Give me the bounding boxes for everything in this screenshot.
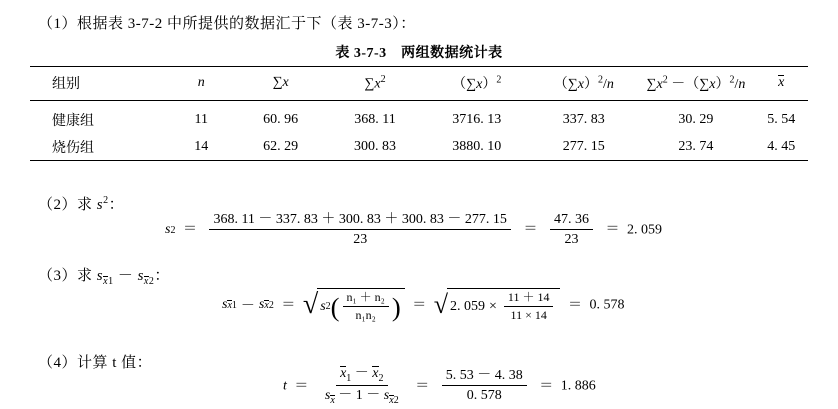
step-3-sub-1: x1 (103, 276, 114, 287)
eq2-mid-denominator: 23 (564, 232, 579, 248)
eq4-value-numerator: 5. 53 － 4. 38 (442, 368, 527, 386)
step-3-sub-2: x2 (143, 276, 155, 287)
eq4-denominator: $s_x - 1 - s_{x2}$ (324, 388, 399, 407)
eq3-inner-numerator: n₁ ＋ n₂ (343, 291, 389, 307)
eq2-equals-3: ＝ (605, 222, 620, 238)
cell-sum-x: 60. 96 (235, 101, 327, 134)
step-2-superscript: 2 (103, 195, 109, 206)
equation-standard-error (222, 288, 624, 323)
eq3-sqrt-2-body (447, 288, 560, 323)
table-caption: 表 3-7-3 两组数据统计表 (335, 46, 503, 61)
step-4-text: （4）计算 t 值： (38, 355, 153, 371)
eq3-lhs-sub-2: x2 (264, 299, 274, 311)
radical-sign-icon: √ (433, 290, 449, 320)
cell-n: 14 (194, 139, 209, 154)
cell-difference: 30. 29 (637, 101, 754, 134)
col-header-sum-x-squared-over-n: $(\sum x)^2/n$ (530, 67, 637, 101)
cell-group: 健康组 (30, 101, 168, 134)
col-header-n: n (168, 67, 235, 101)
eq4-value-fraction (442, 368, 527, 404)
eq2-lhs-var: s (165, 222, 171, 238)
table-bottom-rule (30, 160, 808, 161)
statistics-table (30, 66, 808, 160)
eq2-numerator: 368. 11 － 337. 83 ＋ 300. 83 ＋ 300. 83 － 277. 15 (209, 212, 510, 230)
eq2-main-fraction (209, 212, 510, 248)
eq3-second-value: 2. 059 (450, 298, 486, 314)
step-3-prefix: （3）求 (38, 268, 97, 284)
step-3-suffix: ： (154, 268, 170, 284)
eq3-paren-close: ) (391, 291, 401, 322)
eq3-lhs-minus: － (240, 299, 255, 315)
step-3-var-2: s (137, 268, 144, 284)
step-3-minus: － (113, 268, 138, 284)
cell-n: 11 (168, 101, 235, 134)
eq3-times: × (489, 298, 497, 314)
cell-sum-x-squared-over-n: 277. 15 (562, 139, 605, 154)
eq2-equals-2: ＝ (523, 222, 538, 238)
step-3-text (38, 264, 170, 287)
eq3-result: 0. 578 (589, 297, 625, 313)
table-header-row (30, 67, 808, 101)
cell-group: 烧伤组 (52, 141, 94, 156)
step-2-suffix: ： (108, 197, 125, 213)
col-header-sum-x2: $\sum x^2$ (327, 67, 424, 101)
cell-sum-x-squared: 3716. 13 (423, 101, 530, 134)
col-header-mean: x (754, 67, 808, 101)
eq3-second-denominator: 11 × 14 (510, 307, 547, 322)
eq3-second-fraction (504, 291, 554, 323)
col-header-group: 组别 (30, 67, 168, 101)
table-row (30, 133, 808, 160)
cell-sum-x-squared: 3880. 10 (452, 139, 502, 154)
eq3-inner-sup: 2 (325, 301, 331, 313)
step-2-text (38, 193, 124, 214)
cell-difference: 23. 74 (678, 139, 714, 154)
step-2-prefix: （2）求 (38, 197, 97, 213)
eq2-equals-1: ＝ (182, 222, 197, 238)
eq4-result: 1. 886 (560, 378, 596, 394)
eq3-lhs-var-2: s (258, 297, 265, 313)
eq3-inner-fraction (343, 291, 389, 323)
cell-sum-x: 62. 29 (263, 139, 299, 154)
eq3-sqrt-1-body (317, 288, 405, 323)
step-1-text: （1）根据表 3-7-2 中所提供的数据汇于下（表 3-7-3）： (38, 16, 416, 32)
eq4-numerator: $x_1 - x_2$ (336, 366, 387, 386)
table-header (30, 67, 808, 101)
eq2-lhs-sup: 2 (170, 224, 176, 236)
eq3-sqrt-2 (434, 288, 561, 323)
eq4-value-denominator: 0. 578 (466, 388, 502, 404)
eq3-inner-denominator: n₁n₂ (355, 307, 376, 322)
eq4-equals-1: ＝ (294, 378, 309, 394)
equation-t-value (283, 366, 596, 407)
eq4-equals-2: ＝ (415, 378, 430, 394)
eq2-mid-fraction (550, 212, 593, 248)
equation-s-squared (165, 212, 662, 248)
eq4-equals-3: ＝ (539, 378, 554, 394)
cell-mean: 4. 45 (767, 139, 796, 154)
eq3-second-numerator: 11 ＋ 14 (504, 291, 554, 307)
cell-sum-x2: 300. 83 (353, 139, 396, 154)
eq3-lhs-sub-1: x1 (227, 299, 237, 311)
eq2-result: 2. 059 (626, 222, 662, 238)
col-header-sum-x-squared: $(\sum x)^2$ (423, 67, 530, 101)
col-header-difference: $\sum x^2 -(\sum x)^2/n$ (637, 67, 754, 101)
eq3-equals-1: ＝ (281, 297, 296, 313)
statistics-table-wrapper (30, 66, 808, 161)
eq2-denominator: 23 (353, 232, 368, 248)
cell-mean: 5. 54 (754, 101, 808, 134)
table-body (30, 101, 808, 161)
eq3-lhs (222, 295, 274, 315)
radical-sign-icon: √ (302, 289, 319, 321)
eq2-lhs (165, 222, 175, 238)
eq3-sqrt-1 (303, 288, 405, 323)
col-header-sum-x: ∑x (235, 67, 327, 101)
cell-sum-x2: 368. 11 (327, 101, 424, 134)
cell-sum-x-squared-over-n: 337. 83 (530, 101, 637, 134)
eq4-main-fraction (321, 366, 403, 407)
eq3-equals-2: ＝ (412, 297, 427, 313)
eq3-lhs-var-1: s (222, 297, 228, 313)
table-row (30, 101, 808, 134)
eq4-lhs: t (283, 378, 287, 394)
eq2-mid-numerator: 47. 36 (550, 212, 593, 230)
eq3-equals-3: ＝ (567, 297, 582, 313)
step-2-variable: s (96, 197, 104, 213)
eq3-paren-open: ( (330, 291, 340, 322)
step-3-var-1: s (96, 268, 104, 284)
eq3-inner-var: s (320, 298, 326, 314)
